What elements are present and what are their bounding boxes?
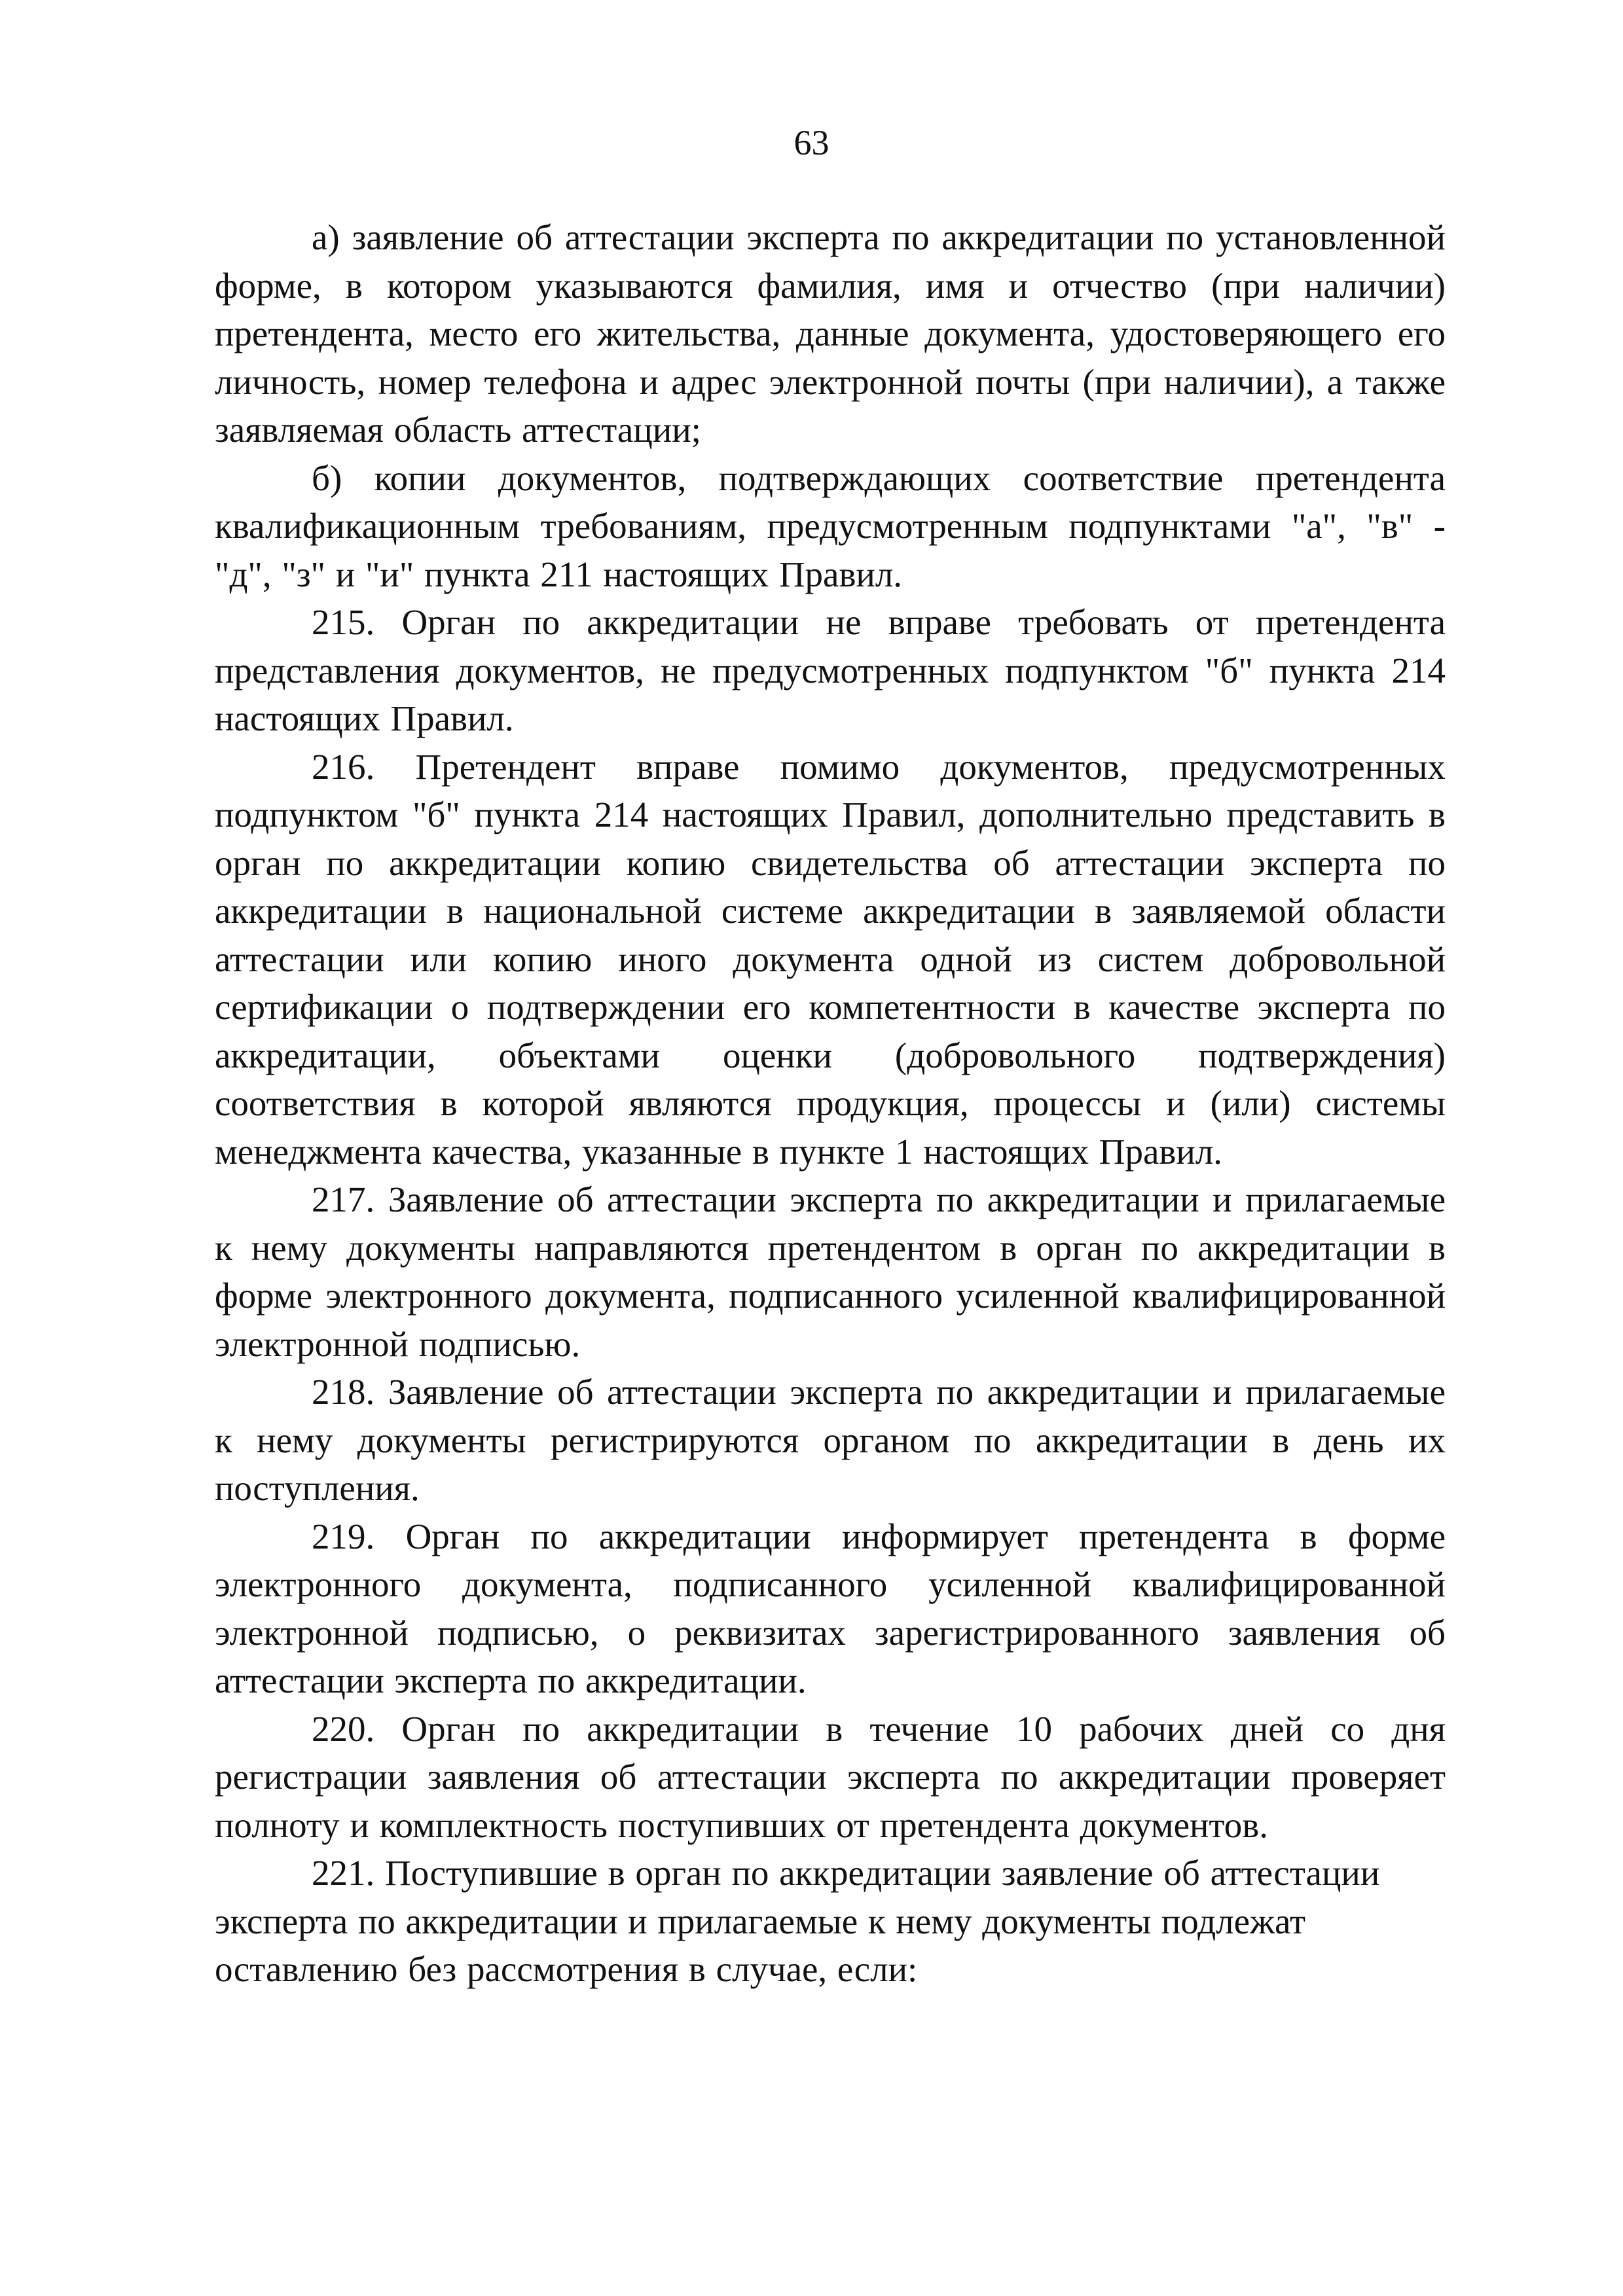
paragraph-216: 216. Претендент вправе помимо документов, предусмотренных подпунктом "б" пункта 214 настоящих Правил, дополнительно представить в орган по аккредитации копию свидетельства об аттестации эксперта по аккредитации в национальной системе аккредитации в заявляемой области аттестации или копию иного документа одной из систем добровольной сертификации о подтверждении его компетентности в качестве эксперта по аккредитации, объектами оценки (добровольного подтверждения) соответствия в которой являются продукция, процессы и (или) системы менеджмента качества, указанные в пункте 1 настоящих Правил.	[215, 746, 1446, 1172]
paragraph-219: 219. Орган по аккредитации информирует претендента в форме электронного документа, подписанного усиленной квалифицированной электронной подписью, о реквизитах зарегистрированного заявления об аттестации эксперта по аккредитации.	[215, 1516, 1446, 1700]
paragraph-subitem-b: б) копии документов, подтверждающих соответствие претендента квалификационным требованиям, предусмотренным подпунктами "а", "в" - "д", "з" и "и" пункта 211 настоящих Правил.	[215, 457, 1446, 594]
paragraph-220: 220. Орган по аккредитации в течение 10 рабочих дней со дня регистрации заявления об аттестации эксперта по аккредитации проверяет полноту и комплектность поступивших от претендента документов.	[215, 1708, 1446, 1845]
paragraph-218: 218. Заявление об аттестации эксперта по аккредитации и прилагаемые к нему документы регистрируются органом по аккредитации в день их поступления.	[215, 1372, 1446, 1508]
paragraph-215: 215. Орган по аккредитации не вправе требовать от претендента представления документов, не предусмотренных подпунктом "б" пункта 214 настоящих Правил.	[215, 602, 1446, 738]
document-body	[215, 213, 1446, 1994]
paragraph-subitem-a: а) заявление об аттестации эксперта по аккредитации по установленной форме, в котором указываются фамилия, имя и отчество (при наличии) претендента, место его жительства, данные документа, удостоверяющего его личность, номер телефона и адрес электронной почты (при наличии), а также заявляемая область аттестации;	[215, 217, 1446, 450]
paragraph-221: 221. Поступившие в орган по аккредитации заявление об аттестации эксперта по аккредитации и прилагаемые к нему документы подлежат оставлению без рассмотрения в случае, если:	[215, 1853, 1380, 1989]
page-number: 63	[793, 123, 830, 162]
paragraph-217: 217. Заявление об аттестации эксперта по аккредитации и прилагаемые к нему документы направляются претендентом в орган по аккредитации в форме электронного документа, подписанного усиленной квалифицированной электронной подписью.	[215, 1179, 1446, 1364]
